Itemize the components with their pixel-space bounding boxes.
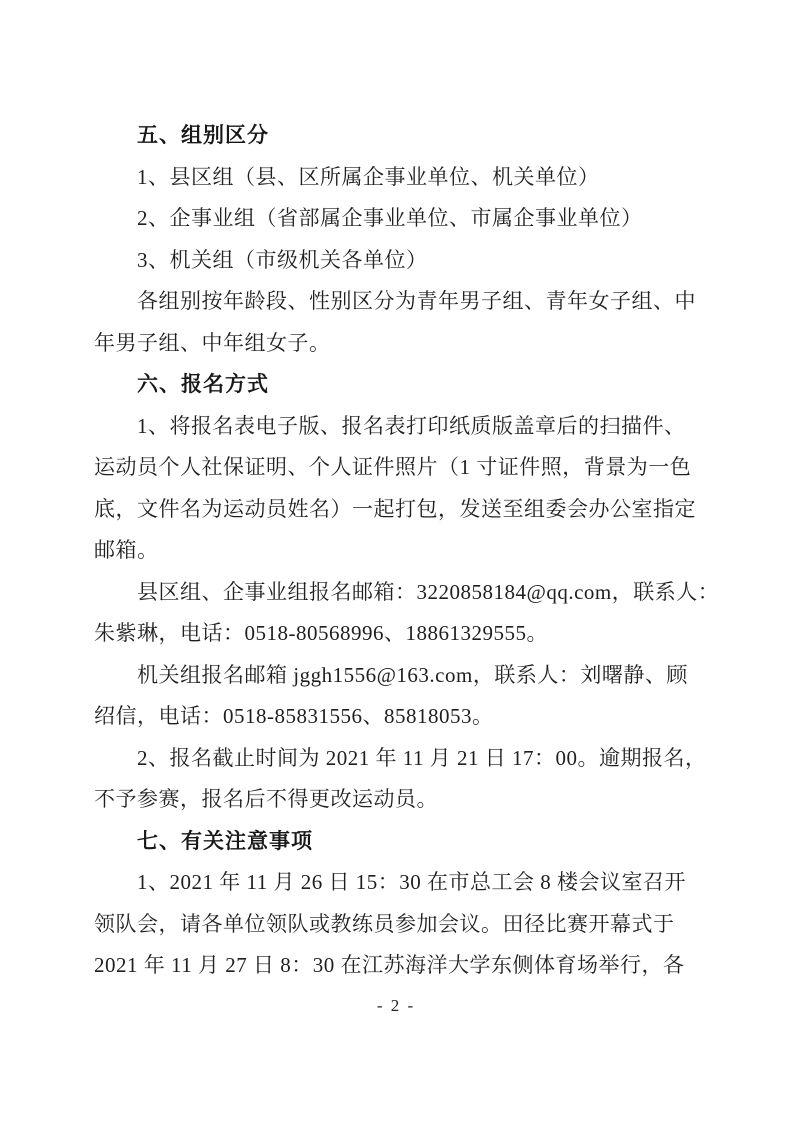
document-body: [94, 115, 720, 987]
doc-line: 1、将报名表电子版、报名表打印纸质版盖章后的扫描件、: [137, 413, 686, 438]
doc-line: 2、报名截止时间为 2021 年 11 月 21 日 17：00。逾期报名，: [137, 745, 707, 770]
doc-line: 3、机关组（市级机关各单位）: [137, 247, 428, 272]
doc-line: 县区组、企事业组报名邮箱：3220858184@qq.com，联系人：: [137, 579, 720, 604]
doc-line: 运动员个人社保证明、个人证件照片（1 寸证件照，背景为一色: [94, 455, 692, 479]
section-heading-5: 五、组别区分: [137, 124, 269, 147]
section-heading-7: 七、有关注意事项: [137, 829, 313, 853]
doc-line: 机关组报名邮箱 jggh1556@163.com，联系人：刘曙静、顾: [137, 662, 688, 687]
doc-line: 不予参赛，报名后不得更改运动员。: [94, 787, 438, 811]
doc-line: 2、企事业组（省部属企事业单位、市属企事业单位）: [137, 206, 643, 230]
page-number: - 2 -: [376, 996, 416, 1015]
doc-line: 1、县区组（县、区所属企事业单位、机关单位）: [137, 164, 600, 189]
doc-line: 朱紫琳，电话：0518-80568996、18861329555。: [94, 621, 548, 645]
doc-line: 2021 年 11 月 27 日 8：30 在江苏海洋大学东侧体育场举行，各: [94, 953, 685, 977]
doc-line: 各组别按年龄段、性别区分为青年男子组、青年女子组、中: [137, 289, 696, 313]
doc-line: 邮箱。: [94, 538, 159, 562]
doc-line: 1、2021 年 11 月 26 日 15：30 在市总工会 8 楼会议室召开: [137, 870, 686, 894]
doc-line: 年男子组、中年组女子。: [94, 330, 331, 355]
doc-line: 底，文件名为运动员姓名）一起打包，发送至组委会办公室指定: [94, 496, 696, 521]
section-heading-6: 六、报名方式: [137, 373, 269, 396]
doc-line: 领队会，请各单位领队或教练员参加会议。田径比赛开幕式于: [94, 911, 675, 936]
doc-line: 绍信，电话：0518-85831556、85818053。: [94, 704, 494, 728]
